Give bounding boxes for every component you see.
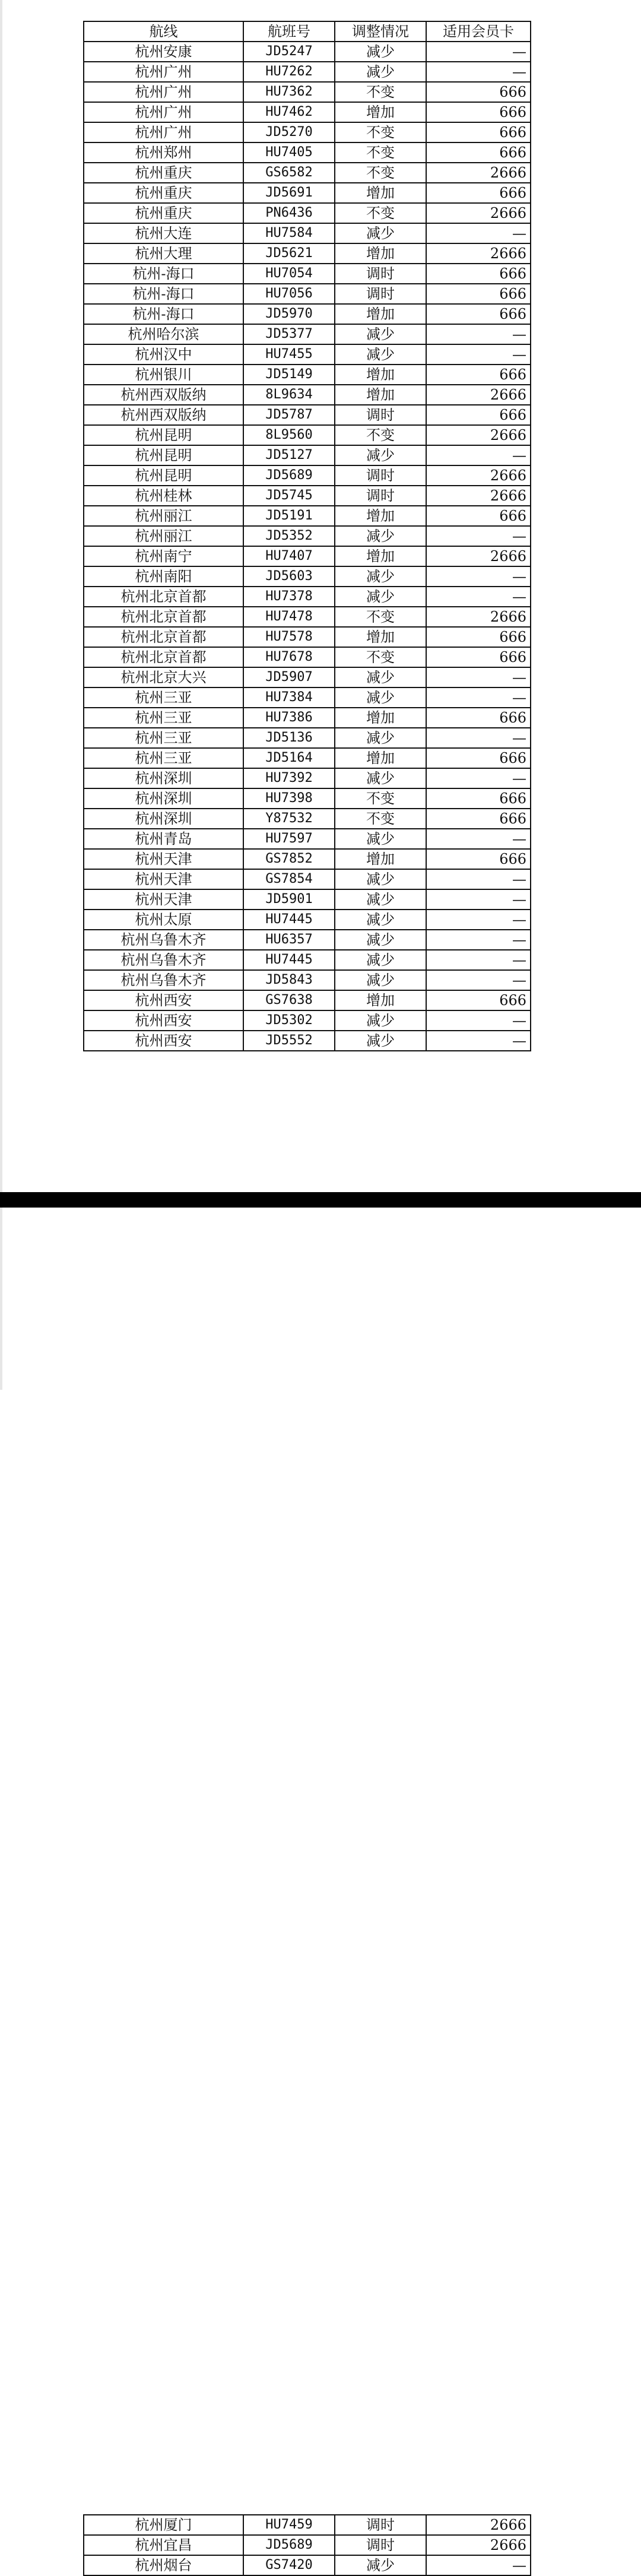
route-cell: 杭州天津 [84,869,243,889]
route-cell: 杭州-海口 [84,284,243,304]
flight-number-cell: JD5127 [243,445,335,465]
route-cell: 杭州乌鲁木齐 [84,950,243,970]
adjustment-cell: 减少 [335,587,426,607]
table-row [84,1031,531,1051]
route-cell: 杭州广州 [84,62,243,82]
route-cell: 杭州汉中 [84,344,243,365]
route-cell: 杭州青岛 [84,829,243,849]
member-card-cell: 666 [426,264,531,284]
table-row [84,889,531,910]
route-cell: 杭州安康 [84,42,243,62]
adjustment-cell: 减少 [335,930,426,950]
member-card-cell: — [426,587,531,607]
route-cell: 杭州天津 [84,889,243,910]
member-card-cell: 2666 [426,385,531,405]
flight-number-cell: 8L9560 [243,425,335,445]
adjustment-cell: 增加 [335,748,426,768]
table-row [84,930,531,950]
table-row [84,102,531,122]
table-row [84,42,531,62]
adjustment-cell: 增加 [335,627,426,647]
member-card-cell: — [426,1031,531,1051]
member-card-cell: 666 [426,122,531,142]
adjustment-cell: 减少 [335,223,426,243]
member-card-cell: — [426,889,531,910]
adjustment-cell: 不变 [335,607,426,627]
route-cell: 杭州昆明 [84,425,243,445]
flight-number-cell: HU7378 [243,587,335,607]
table-row [84,869,531,889]
adjustment-cell: 增加 [335,183,426,203]
route-cell: 杭州郑州 [84,142,243,163]
route-cell: 杭州昆明 [84,445,243,465]
table-row [84,708,531,728]
member-card-cell: 666 [426,748,531,768]
route-cell: 杭州西安 [84,990,243,1010]
route-cell: 杭州三亚 [84,708,243,728]
adjustment-cell: 减少 [335,566,426,587]
member-card-cell: — [426,445,531,465]
member-card-cell: — [426,970,531,990]
page-separator [0,1192,641,1208]
table-row [84,365,531,385]
member-card-cell: 2666 [426,2535,531,2555]
member-card-cell: 666 [426,142,531,163]
flight-adjustment-table [83,21,531,1051]
flight-number-cell: GS7854 [243,869,335,889]
table-row [84,849,531,869]
adjustment-cell: 减少 [335,445,426,465]
route-cell: 杭州三亚 [84,748,243,768]
header-route: 航线 [84,21,243,42]
flight-number-cell: JD5689 [243,465,335,486]
table-row [84,486,531,506]
member-card-cell: 2666 [426,486,531,506]
document-page-top [0,0,641,1192]
member-card-cell: — [426,829,531,849]
flight-number-cell: GS7420 [243,2555,335,2575]
table-row [84,324,531,344]
flight-number-cell: HU7407 [243,546,335,566]
flight-number-cell: JD5621 [243,243,335,264]
route-cell: 杭州北京首都 [84,627,243,647]
table-row [84,62,531,82]
flight-number-cell: HU7445 [243,910,335,930]
route-cell: 杭州天津 [84,849,243,869]
route-cell: 杭州广州 [84,102,243,122]
flight-number-cell: HU7455 [243,344,335,365]
table-row [84,425,531,445]
flight-number-cell: HU7597 [243,829,335,849]
flight-number-cell: JD5136 [243,728,335,748]
adjustment-cell: 不变 [335,425,426,445]
table-row [84,2535,531,2555]
adjustment-cell: 减少 [335,42,426,62]
route-cell: 杭州乌鲁木齐 [84,970,243,990]
member-card-cell: 666 [426,990,531,1010]
table-row [84,2555,531,2575]
flight-number-cell: HU7578 [243,627,335,647]
member-card-cell: 666 [426,82,531,102]
adjustment-cell: 增加 [335,546,426,566]
route-cell: 杭州-海口 [84,304,243,324]
flight-number-cell: HU7384 [243,687,335,708]
member-card-cell: 666 [426,183,531,203]
table-row [84,2515,531,2535]
adjustment-cell: 不变 [335,163,426,183]
table-row [84,284,531,304]
flight-number-cell: JD5377 [243,324,335,344]
flight-number-cell: HU7054 [243,264,335,284]
adjustment-cell: 减少 [335,1010,426,1031]
table-row [84,667,531,687]
member-card-cell: — [426,687,531,708]
member-card-cell: 666 [426,506,531,526]
table-row [84,506,531,526]
member-card-cell: — [426,223,531,243]
table-row [84,910,531,930]
adjustment-cell: 减少 [335,687,426,708]
adjustment-cell: 不变 [335,122,426,142]
flight-number-cell: JD5552 [243,1031,335,1051]
adjustment-cell: 减少 [335,950,426,970]
flight-number-cell: JD5970 [243,304,335,324]
table-row [84,607,531,627]
table-row [84,203,531,223]
adjustment-cell: 调时 [335,405,426,425]
adjustment-cell: 增加 [335,990,426,1010]
member-card-cell: 666 [426,708,531,728]
member-card-cell: — [426,1010,531,1031]
member-card-cell: — [426,324,531,344]
adjustment-cell: 增加 [335,102,426,122]
route-cell: 杭州-海口 [84,264,243,284]
member-card-cell: — [426,667,531,687]
table-row [84,163,531,183]
table-row [84,647,531,667]
flight-number-cell: JD5907 [243,667,335,687]
table-row [84,627,531,647]
table-header-row [84,21,531,42]
flight-adjustment-table-continued [83,2514,531,2576]
adjustment-cell: 增加 [335,304,426,324]
member-card-cell: 2666 [426,163,531,183]
flight-number-cell: JD5164 [243,748,335,768]
adjustment-cell: 减少 [335,970,426,990]
adjustment-cell: 不变 [335,809,426,829]
adjustment-cell: 减少 [335,667,426,687]
adjustment-cell: 调时 [335,264,426,284]
route-cell: 杭州广州 [84,122,243,142]
table-row [84,385,531,405]
member-card-cell: 2666 [426,243,531,264]
table-body-continued [84,2515,531,2575]
table-row [84,950,531,970]
table-row [84,223,531,243]
route-cell: 杭州西安 [84,1031,243,1051]
flight-number-cell: HU6357 [243,930,335,950]
member-card-cell: 2666 [426,2515,531,2535]
route-cell: 杭州太原 [84,910,243,930]
table-row [84,465,531,486]
adjustment-cell: 减少 [335,768,426,788]
member-card-cell: 2666 [426,546,531,566]
flight-number-cell: Y87532 [243,809,335,829]
flight-number-cell: HU7386 [243,708,335,728]
adjustment-cell: 调时 [335,2515,426,2535]
member-card-cell: 666 [426,284,531,304]
member-card-cell: — [426,344,531,365]
route-cell: 杭州西双版纳 [84,385,243,405]
flight-number-cell: JD5843 [243,970,335,990]
table-row [84,809,531,829]
table-row [84,82,531,102]
adjustment-cell: 减少 [335,869,426,889]
adjustment-cell: 增加 [335,243,426,264]
flight-number-cell: JD5691 [243,183,335,203]
member-card-cell: — [426,62,531,82]
route-cell: 杭州深圳 [84,768,243,788]
route-cell: 杭州烟台 [84,2555,243,2575]
adjustment-cell: 减少 [335,910,426,930]
route-cell: 杭州丽江 [84,506,243,526]
header-flight-number: 航班号 [243,21,335,42]
route-cell: 杭州北京首都 [84,607,243,627]
member-card-cell: 666 [426,365,531,385]
route-cell: 杭州大连 [84,223,243,243]
adjustment-cell: 调时 [335,284,426,304]
flight-number-cell: PN6436 [243,203,335,223]
route-cell: 杭州深圳 [84,809,243,829]
document-page-bottom [0,1208,641,2574]
adjustment-cell: 不变 [335,142,426,163]
route-cell: 杭州银川 [84,365,243,385]
table-row [84,264,531,284]
route-cell: 杭州北京大兴 [84,667,243,687]
route-cell: 杭州昆明 [84,465,243,486]
flight-number-cell: HU7056 [243,284,335,304]
table-row [84,788,531,809]
route-cell: 杭州重庆 [84,183,243,203]
table-row [84,728,531,748]
adjustment-cell: 增加 [335,385,426,405]
table-row [84,970,531,990]
flight-number-cell: HU7362 [243,82,335,102]
adjustment-cell: 调时 [335,465,426,486]
flight-number-cell: 8L9634 [243,385,335,405]
adjustment-cell: 调时 [335,486,426,506]
member-card-cell: 666 [426,627,531,647]
page-edge-shadow [0,1208,2,1390]
adjustment-cell: 增加 [335,365,426,385]
member-card-cell: — [426,566,531,587]
adjustment-cell: 减少 [335,62,426,82]
adjustment-cell: 不变 [335,82,426,102]
adjustment-cell: 减少 [335,829,426,849]
table-body [84,42,531,1051]
member-card-cell: — [426,910,531,930]
flight-number-cell: JD5901 [243,889,335,910]
table-row [84,526,531,546]
flight-number-cell: JD5302 [243,1010,335,1031]
route-cell: 杭州丽江 [84,526,243,546]
route-cell: 杭州西双版纳 [84,405,243,425]
flight-number-cell: HU7459 [243,2515,335,2535]
table-row [84,990,531,1010]
route-cell: 杭州厦门 [84,2515,243,2535]
table-row [84,445,531,465]
route-cell: 杭州广州 [84,82,243,102]
member-card-cell: — [426,2555,531,2575]
flight-number-cell: JD5191 [243,506,335,526]
member-card-cell: 666 [426,809,531,829]
table-row [84,1010,531,1031]
member-card-cell: 2666 [426,425,531,445]
adjustment-cell: 不变 [335,203,426,223]
adjustment-cell: 调时 [335,2535,426,2555]
table-row [84,142,531,163]
flight-number-cell: HU7445 [243,950,335,970]
member-card-cell: 2666 [426,607,531,627]
member-card-cell: 2666 [426,203,531,223]
member-card-cell: — [426,869,531,889]
adjustment-cell: 减少 [335,728,426,748]
table-row [84,344,531,365]
adjustment-cell: 增加 [335,506,426,526]
route-cell: 杭州西安 [84,1010,243,1031]
flight-number-cell: HU7398 [243,788,335,809]
flight-number-cell: JD5352 [243,526,335,546]
header-member-card: 适用会员卡 [426,21,531,42]
flight-number-cell: JD5247 [243,42,335,62]
adjustment-cell: 减少 [335,526,426,546]
route-cell: 杭州重庆 [84,163,243,183]
member-card-cell: 666 [426,849,531,869]
route-cell: 杭州南宁 [84,546,243,566]
route-cell: 杭州北京首都 [84,647,243,667]
route-cell: 杭州宜昌 [84,2535,243,2555]
adjustment-cell: 不变 [335,788,426,809]
flight-number-cell: HU7392 [243,768,335,788]
member-card-cell: — [426,728,531,748]
table-row [84,405,531,425]
flight-number-cell: HU7462 [243,102,335,122]
flight-number-cell: JD5689 [243,2535,335,2555]
route-cell: 杭州深圳 [84,788,243,809]
route-cell: 杭州北京首都 [84,587,243,607]
flight-number-cell: HU7584 [243,223,335,243]
member-card-cell: — [426,930,531,950]
adjustment-cell: 减少 [335,344,426,365]
flight-number-cell: GS6582 [243,163,335,183]
table-row [84,687,531,708]
flight-number-cell: HU7478 [243,607,335,627]
member-card-cell: — [426,950,531,970]
adjustment-cell: 减少 [335,2555,426,2575]
flight-number-cell: HU7405 [243,142,335,163]
member-card-cell: 666 [426,405,531,425]
route-cell: 杭州桂林 [84,486,243,506]
flight-number-cell: HU7262 [243,62,335,82]
table-row [84,829,531,849]
route-cell: 杭州大理 [84,243,243,264]
flight-number-cell: JD5603 [243,566,335,587]
page-edge-shadow [0,0,2,1192]
flight-number-cell: JD5745 [243,486,335,506]
route-cell: 杭州重庆 [84,203,243,223]
route-cell: 杭州三亚 [84,687,243,708]
member-card-cell: 666 [426,647,531,667]
table-row [84,304,531,324]
adjustment-cell: 减少 [335,324,426,344]
flight-number-cell: GS7638 [243,990,335,1010]
route-cell: 杭州南阳 [84,566,243,587]
table-row [84,546,531,566]
adjustment-cell: 增加 [335,849,426,869]
flight-number-cell: JD5149 [243,365,335,385]
flight-number-cell: HU7678 [243,647,335,667]
route-cell: 杭州三亚 [84,728,243,748]
member-card-cell: 666 [426,304,531,324]
member-card-cell: 2666 [426,465,531,486]
route-cell: 杭州哈尔滨 [84,324,243,344]
table-row [84,748,531,768]
member-card-cell: 666 [426,102,531,122]
table-row [84,768,531,788]
table-row [84,243,531,264]
table-row [84,183,531,203]
adjustment-cell: 减少 [335,889,426,910]
flight-number-cell: GS7852 [243,849,335,869]
table-row [84,122,531,142]
adjustment-cell: 减少 [335,1031,426,1051]
table-row [84,566,531,587]
table-row [84,587,531,607]
member-card-cell: — [426,526,531,546]
adjustment-cell: 不变 [335,647,426,667]
adjustment-cell: 增加 [335,708,426,728]
flight-number-cell: JD5270 [243,122,335,142]
header-adjustment: 调整情况 [335,21,426,42]
member-card-cell: — [426,768,531,788]
route-cell: 杭州乌鲁木齐 [84,930,243,950]
flight-number-cell: JD5787 [243,405,335,425]
member-card-cell: — [426,42,531,62]
member-card-cell: 666 [426,788,531,809]
